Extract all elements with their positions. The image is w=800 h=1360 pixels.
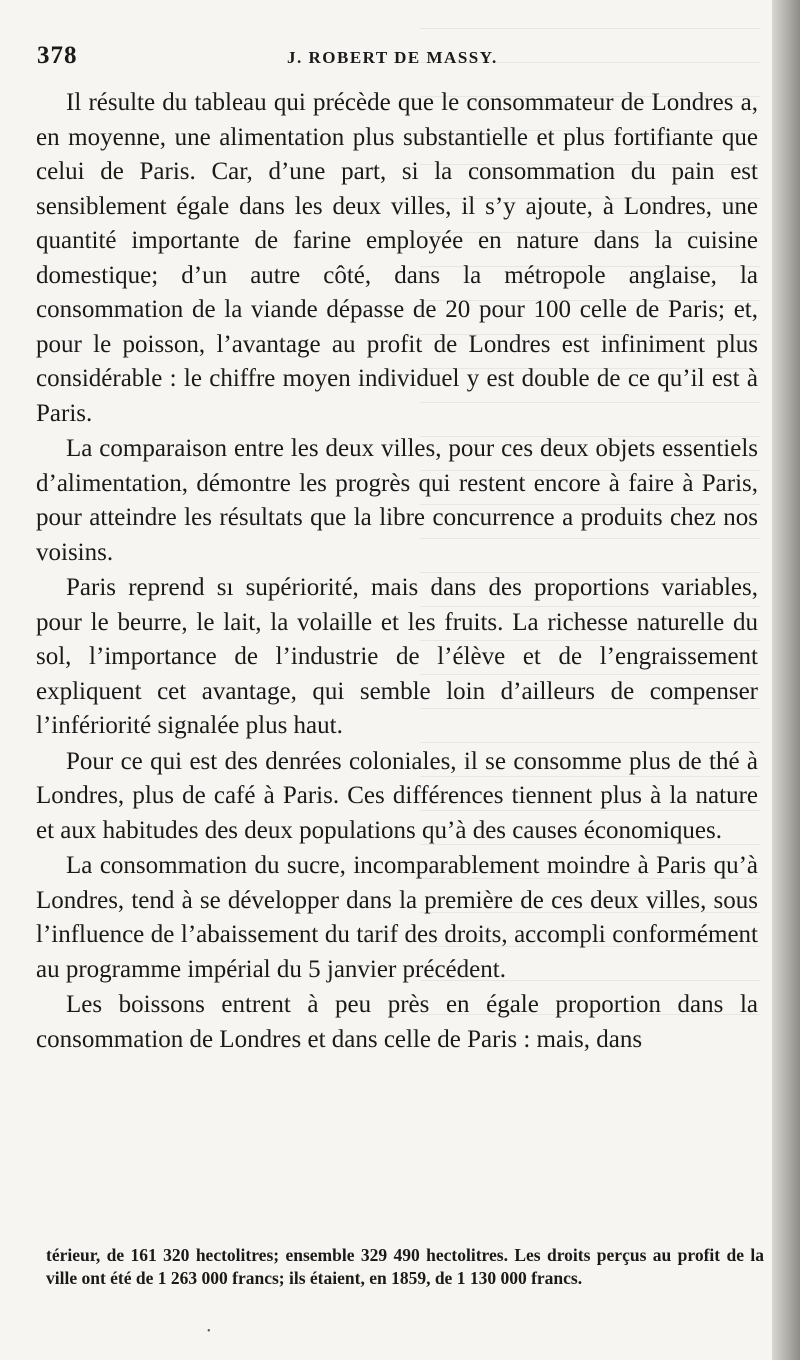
page-header: [37, 42, 757, 72]
page-edge-shadow: [772, 0, 800, 1360]
footnote: térieur, de 161 320 hectolitres; ensemble 329 490 hectolitres. Les droits perçus au profit de la ville ont été de 1 263 000 francs; ils étaient, en 1859, de 1 130 000 francs.: [46, 1245, 764, 1288]
paragraph-1: Il résulte du tableau qui précède que le consommateur de Londres a, en moyenne, une alimentation plus substantielle et plus fortifiante que celui de Paris. Car, d’une part, si la consommation du pain est sensiblement égale dans les deux villes, il s’y ajoute, à Londres, une quantité importante de farine employée en nature dans la cuisine domestique; d’un autre côté, dans la métropole anglaise, la consommation de la viande dépasse de 20 pour 100 celle de Paris; et, pour le poisson, l’avantage au profit de Londres est infiniment plus considérable : le chiffre moyen individuel y est double de ce qu’il est à Paris.: [36, 89, 758, 427]
body-text: [36, 86, 758, 1057]
paragraph-5: La consommation du sucre, incomparablement moindre à Paris qu’à Londres, tend à se développer dans la première de ces deux villes, sous l’influence de l’abaissement du tarif des droits, accompli conformément au programme impérial du 5 janvier précédent.: [36, 852, 758, 983]
paragraph-4: Pour ce qui est des denrées coloniales, il se consomme plus de thé à Londres, plus de café à Paris. Ces différences tiennent plus à la nature et aux habitudes des deux populations qu’à des causes économiques.: [36, 747, 758, 844]
running-head: J. ROBERT DE MASSY.: [287, 48, 498, 67]
page-number: 378: [37, 42, 78, 69]
ink-dot: •: [207, 1326, 211, 1337]
paragraph-6: Les boissons entrent à peu près en égale proportion dans la consommation de Londres et dans celle de Paris : mais, dans: [36, 991, 758, 1053]
paragraph-3: Paris reprend sı supériorité, mais dans des proportions variables, pour le beurre, le lait, la volaille et les fruits. La richesse naturelle du sol, l’importance de l’industrie de l’élève et de l’engraissement expliquent cet avantage, qui semble loin d’ailleurs de compenser l’infériorité signalée plus haut.: [36, 574, 758, 739]
paragraph-2: La comparaison entre les deux villes, pour ces deux objets essentiels d’alimentation, démontre les progrès qui restent encore à faire à Paris, pour atteindre les résultats que la libre concurrence a produits chez nos voisins.: [36, 435, 758, 566]
